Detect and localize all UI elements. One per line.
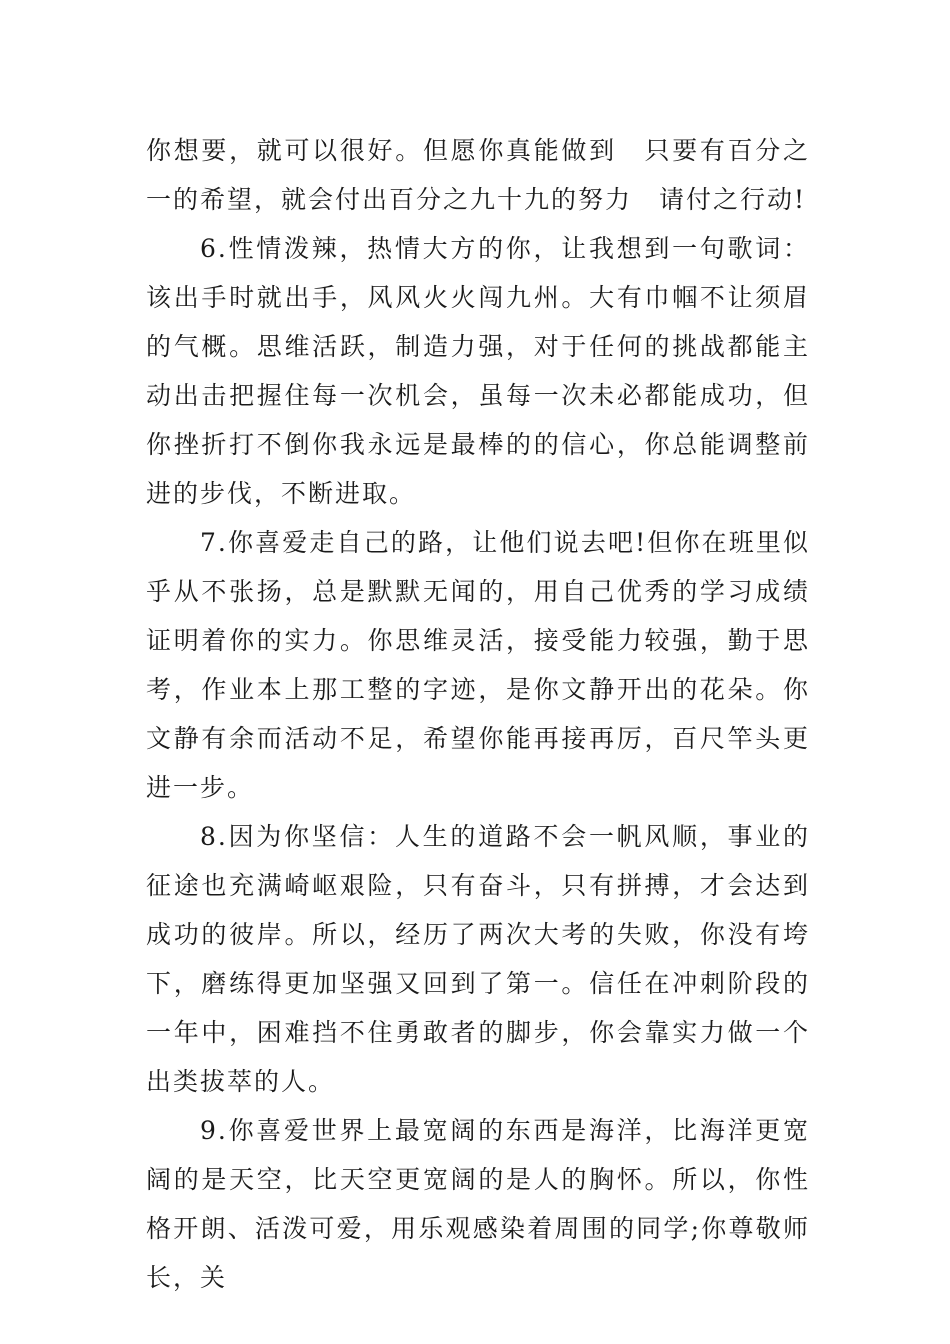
paragraph-item-9: 9.你喜爱世界上最宽阔的东西是海洋，比海洋更宽阔的是天空，比天空更宽阔的是人的胸怀。所以，你性格开朗、活泼可爱，用乐观感染着周围的同学;你尊敬师长，关	[146, 1116, 810, 1292]
paragraph-item-8: 8.因为你坚信：人生的道路不会一帆风顺，事业的征途也充满崎岖艰险，只有奋斗，只有拼搏，才会达到成功的彼岸。所以，经历了两次大考的失败，你没有垮下，磨练得更加坚强又回到了第一。信任在冲刺阶段的一年中，困难挡不住勇敢者的脚步，你会靠实力做一个出类拔萃的人。	[146, 822, 810, 1096]
document-body	[146, 126, 810, 1302]
paragraph-item-6: 6.性情泼辣，热情大方的你，让我想到一句歌词：该出手时就出手，风风火火闯九州。大有巾帼不让须眉的气概。思维活跃，制造力强，对于任何的挑战都能主动出击把握住每一次机会，虽每一次未必都能成功，但你挫折打不倒你我永远是最棒的的信心，你总能调整前进的步伐，不断进取。	[146, 234, 810, 508]
paragraph-item-7: 7.你喜爱走自己的路，让他们说去吧!但你在班里似乎从不张扬，总是默默无闻的，用自己优秀的学习成绩证明着你的实力。你思维灵活，接受能力较强，勤于思考，作业本上那工整的字迹，是你文静开出的花朵。你文静有余而活动不足，希望你能再接再厉，百尺竿头更进一步。	[146, 528, 810, 802]
paragraph-continuation: 你想要，就可以很好。但愿你真能做到 只要有百分之一的希望，就会付出百分之九十九的努力 请付之行动!	[146, 136, 810, 214]
